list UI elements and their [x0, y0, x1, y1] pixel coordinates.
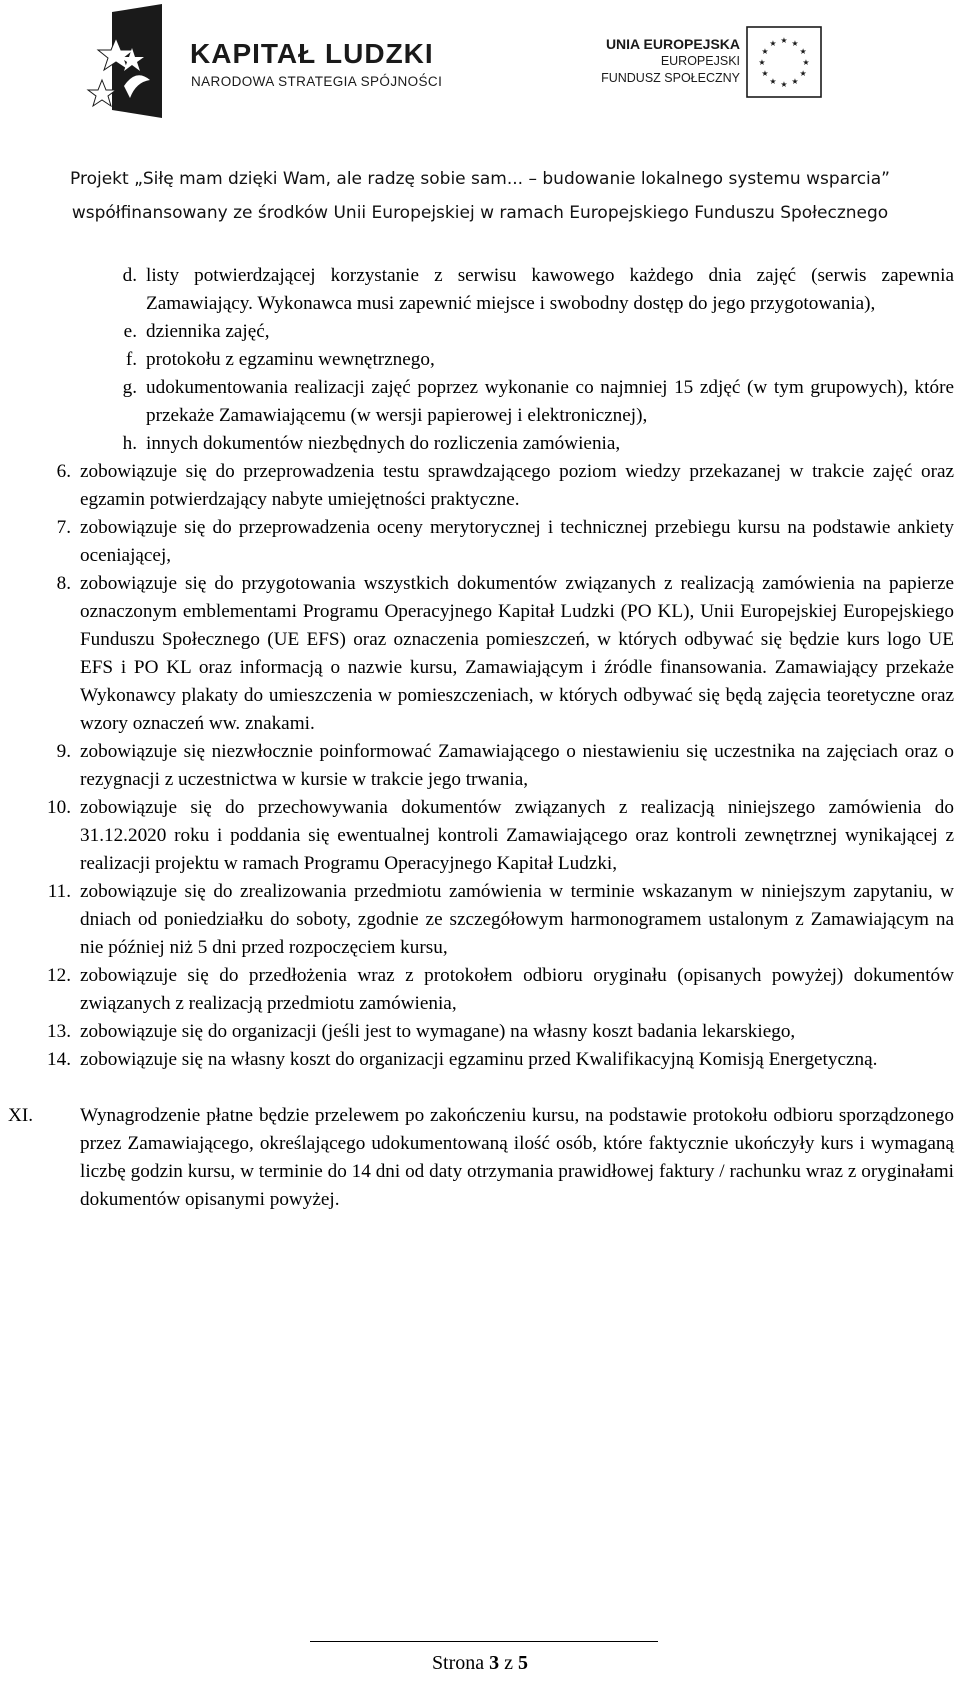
list-item-text: zobowiązuje się na własny koszt do organizacji egzaminu przed Kwalifikacyjną Komisją Energetyczną. [80, 1049, 878, 1070]
list-item-label: e. [123, 321, 137, 342]
eu-star-icon: ★ [761, 69, 769, 78]
list-item-label: 12. [47, 965, 71, 986]
kapital-ludzki-title: KAPITAŁ LUDZKI [190, 38, 434, 69]
section-text: Wynagrodzenie płatne będzie przelewem po zakończeniu kursu, na podstawie protokołu odbioru sporządzonego przez Zamawiającego, określającego udokumentowaną ilość osób, które faktycznie ukończyły kurs i wymaganą liczbę godzin kursu, w terminie do 14 dni od daty otrzymania prawidłowej faktury / rachunku wraz z oryginałami dokumentów opisanymi powyżej. [80, 1105, 954, 1210]
eu-star-icon: ★ [769, 38, 777, 48]
eu-star-icon: ★ [761, 47, 769, 56]
list-item-text: zobowiązuje się do przeprowadzenia testu sprawdzającego poziom wiedzy przekazanej w trakcie zajęć oraz egzamin potwierdzający nabyte umiejętności praktyczne. [80, 461, 954, 510]
eu-logo-line2: EUROPEJSKI [660, 54, 740, 68]
list-item-label: 6. [56, 461, 71, 482]
list-item-label: f. [125, 349, 137, 370]
page-number-current: 3 [489, 1652, 500, 1674]
eu-star-icon: ★ [758, 58, 766, 67]
list-item [122, 262, 954, 318]
list-item [56, 738, 954, 794]
list-item [56, 458, 954, 514]
list-item-text: zobowiązuje się do przechowywania dokumentów związanych z realizacją niniejszego zamówienia do 31.12.2020 roku i poddania się ewentualnej kontroli Zamawiającego oraz kontroli zewnętrznej wynikającej z realizacji projektu w ramach Programu Operacyjnego Kapitał Ludzki, [80, 797, 954, 874]
list-item-label: 9. [56, 741, 71, 762]
list-item-text: dziennika zajęć, [146, 321, 270, 342]
section-xi [8, 1102, 954, 1214]
list-item [123, 318, 954, 346]
list-item [47, 1018, 954, 1046]
list-item-text: zobowiązuje się do zrealizowania przedmiotu zamówienia w terminie wskazanym w niniejszym zapytaniu, w dniach od poniedziałku do soboty, zgodnie ze szczegółowym harmonogramem ustalonym z Zamawiającym na nie później niż 5 dni przed rozpoczęciem kursu, [80, 881, 954, 958]
list-item-text: protokołu z egzaminu wewnętrznego, [146, 349, 435, 370]
list-item-label: g. [122, 377, 137, 398]
eu-star-icon: ★ [769, 77, 777, 87]
list-item-label: 8. [56, 573, 71, 594]
list-item [47, 962, 954, 1018]
list-item-text: zobowiązuje się do organizacji (jeśli jest to wymagane) na własny koszt badania lekarskiego, [80, 1021, 796, 1042]
list-item-text: listy potwierdzającej korzystanie z serwisu kawowego każdego dnia zajęć (serwis zapewnia Zamawiający. Wykonawca musi zapewnić miejsce i swobodny dostęp do jego przygotowania), [146, 265, 954, 314]
eu-star-icon: ★ [799, 69, 807, 78]
page-header [0, 0, 960, 140]
eu-logo-text [560, 36, 740, 87]
list-item [122, 374, 954, 430]
list-item-text: zobowiązuje się niezwłocznie poinformować Zamawiającego o niestawieniu się uczestnika na zajęciach oraz o rezygnacji z uczestnictwa w kursie w trakcie jego trwania, [80, 741, 954, 790]
document-body [0, 262, 960, 1214]
list-item [125, 346, 954, 374]
project-title [0, 162, 960, 230]
list-item-label: 10. [47, 797, 71, 818]
eu-star-icon: ★ [802, 58, 810, 67]
eu-star-icon: ★ [799, 47, 807, 56]
eu-logo-line3: FUNDUSZ SPOŁECZNY [601, 71, 740, 85]
list-item-text: innych dokumentów niezbędnych do rozliczenia zamówienia, [146, 433, 621, 454]
page-number-total: 5 [518, 1652, 529, 1674]
list-item [47, 1046, 954, 1074]
list-item [56, 514, 954, 570]
list-item [56, 570, 954, 738]
list-item-label: 11. [47, 881, 71, 902]
list-item-text: udokumentowania realizacji zajęć poprzez wykonanie co najmniej 15 zdjęć (w tym grupowych), które przekaże Zamawiającemu (w wersji papierowej i elektronicznej), [146, 377, 954, 426]
list-item-text: zobowiązuje się do przedłożenia wraz z protokołem odbioru oryginału (opisanych powyżej) dokumentów związanych z realizacją przedmiotu zamówienia, [80, 965, 954, 1014]
list-item-label: 13. [47, 1021, 71, 1042]
list-item-label: 7. [56, 517, 71, 538]
list-item [47, 878, 954, 962]
list-item-text: zobowiązuje się do przeprowadzenia oceny merytorycznej i technicznej przebiegu kursu na podstawie ankiety oceniającej, [80, 517, 954, 566]
kapital-ludzki-logo [84, 2, 484, 120]
list-item [122, 430, 954, 458]
eu-star-icon: ★ [791, 38, 799, 48]
kapital-ludzki-subtitle: NARODOWA STRATEGIA SPÓJNOŚCI [191, 74, 443, 89]
page-number-separator: z [504, 1652, 514, 1674]
list-item-text: zobowiązuje się do przygotowania wszystkich dokumentów związanych z realizacją zamówienia na papierze oznaczonym emblementami Programu Operacyjnego Kapitał Ludzki (PO KL), Unii Europejskiej Europejskiego Funduszu Społecznego (UE EFS) oraz oznaczenia pomieszczeń, w których odbywać się będzie kurs logo UE EFS i PO KL oraz informacją o nazwie kursu, Zamawiającym i źródle finansowania. Zamawiający przekaże Wykonawcy plakaty do umieszczenia w pomieszczeniach, w których odbywać się będą zajęcia teoretyczne oraz wzory oznaczeń ww. znakami. [80, 573, 954, 734]
project-title-line2: współfinansowany ze środków Unii Europejskiej w ramach Europejskiego Funduszu Społecznego [71, 203, 889, 223]
kapital-ludzki-star-icon [84, 2, 184, 120]
page-number-prefix: Strona [431, 1652, 485, 1674]
eu-star-icon: ★ [780, 36, 788, 45]
eu-star-icon: ★ [791, 77, 799, 87]
eu-star-icon: ★ [780, 80, 788, 89]
list-item-label: d. [122, 265, 137, 286]
project-title-line1: Projekt „Siłę mam dzięki Wam, ale radzę sobie sam... – budowanie lokalnego systemu wsparcia” [70, 169, 890, 189]
eu-flag-icon [746, 26, 822, 98]
section-label: XI. [8, 1105, 34, 1126]
footer-divider [310, 1641, 658, 1642]
eu-logo-line1: UNIA EUROPEJSKA [605, 36, 740, 52]
list-item-label: 14. [47, 1049, 71, 1070]
list-item-label: h. [122, 433, 137, 454]
list-item [47, 794, 954, 878]
page-number [0, 1652, 960, 1675]
